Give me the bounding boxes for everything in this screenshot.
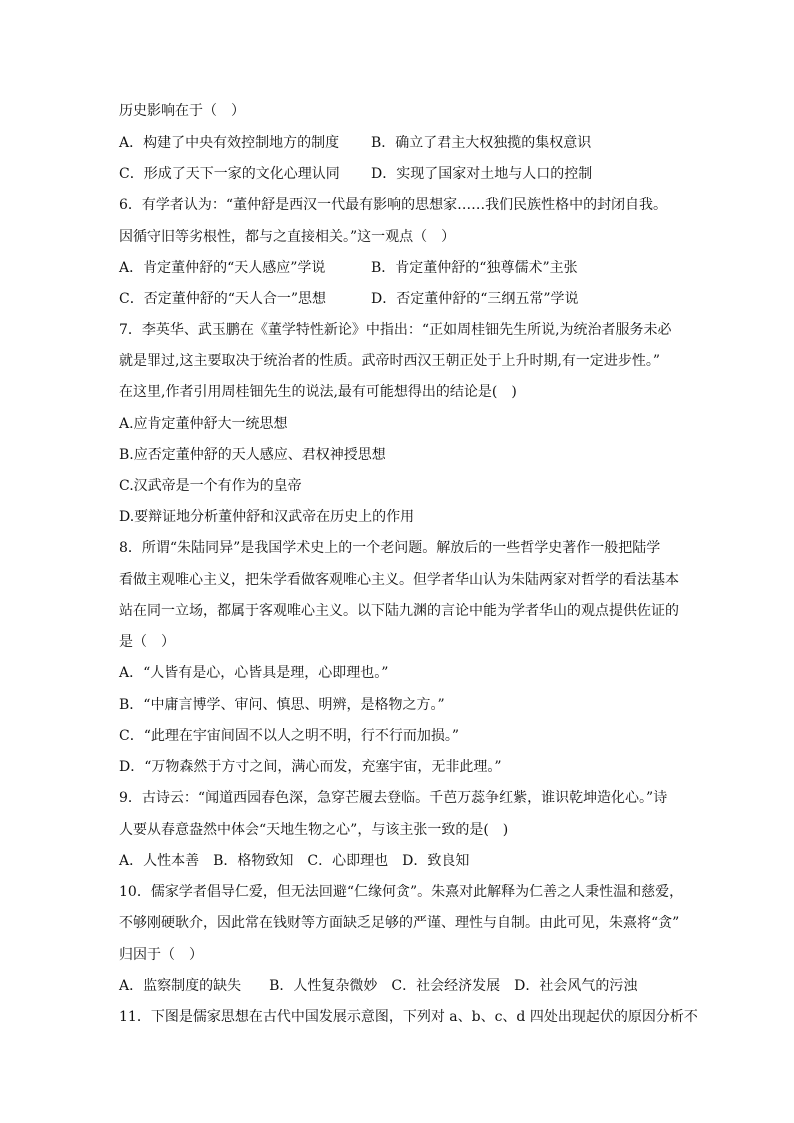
q7-option-a[interactable]: A.应肯定董仲舒大一统思想 bbox=[119, 416, 288, 432]
q6-options-row-1 bbox=[119, 258, 578, 278]
q5-options-row-1 bbox=[119, 133, 591, 153]
q7-stem-line-3: 在这里,作者引用周桂钿先生的说法,最有可能想得出的结论是( ) bbox=[119, 384, 517, 400]
q6-option-d[interactable]: D．否定董仲舒的“三纲五常”学说 bbox=[371, 291, 579, 307]
q6-options-row-2 bbox=[119, 289, 579, 309]
q9-stem-line-2: 人要从春意盎然中体会“天地生物之心”，与该主张一致的是( ) bbox=[119, 822, 509, 838]
q10-stem-line-2: 不够刚硬耿介，因此常在钱财等方面缺乏足够的严谨、理性与自制。由此可见，朱熹将“贪” bbox=[119, 915, 680, 931]
q10-options[interactable]: A．监察制度的缺失 B．人性复杂微妙 C．社会经济发展 D．社会风气的污浊 bbox=[119, 978, 638, 994]
q5-option-c[interactable]: C．形成了天下一家的文化心理认同 bbox=[119, 166, 340, 182]
q8-stem-line-1: 8．所谓“朱陆同异”是我国学术史上的一个老问题。解放后的一些哲学史著作一般把陆学 bbox=[119, 540, 661, 556]
q7-option-d[interactable]: D.要辩证地分析董仲舒和汉武帝在历史上的作用 bbox=[119, 509, 415, 525]
q7-option-c[interactable]: C.汉武帝是一个有作为的皇帝 bbox=[119, 478, 302, 494]
q8-option-a[interactable]: A．“人皆有是心，心皆具是理，心即理也。” bbox=[119, 665, 389, 681]
q8-option-d[interactable]: D．“万物森然于方寸之间，满心而发，充塞宇宙，无非此理。” bbox=[119, 759, 502, 775]
q8-stem-line-2: 看做主观唯心主义，把朱学看做客观唯心主义。但学者华山认为朱陆两家对哲学的看法基本 bbox=[119, 572, 679, 588]
q8-option-b[interactable]: B．“中庸言博学、审问、慎思、明辨，是格物之方。” bbox=[119, 697, 445, 713]
q10-stem-line-3: 归因于（ ） bbox=[119, 947, 203, 963]
q8-stem-line-4: 是（ ） bbox=[119, 634, 175, 650]
q11-stem-line-1: 11．下图是儒家思想在古代中国发展示意图，下列对 a、b、c、d 四处出现起伏的原因分析不 bbox=[119, 1009, 698, 1025]
q6-option-c[interactable]: C．否定董仲舒的“天人合一”思想 bbox=[119, 291, 327, 307]
q6-stem-line-1: 6．有学者认为：“董仲舒是西汉一代最有影响的思想家……我们民族性格中的封闭自我。 bbox=[119, 197, 668, 213]
q5-options-row-2 bbox=[119, 164, 592, 184]
q6-option-a[interactable]: A．肯定董仲舒的“天人感应”学说 bbox=[119, 260, 326, 276]
q7-stem-line-2: 就是罪过,这主要取决于统治者的性质。武帝时西汉王朝正处于上升时期,有一定进步性。” bbox=[119, 353, 661, 369]
q5-option-b[interactable]: B．确立了君主大权独揽的集权意识 bbox=[371, 135, 592, 151]
q10-stem-line-1: 10．儒家学者倡导仁爱，但无法回避“仁缘何贪”。朱熹对此解释为仁善之人秉性温和慈爱， bbox=[119, 884, 684, 900]
text-line: 历史影响在于（ ） bbox=[119, 103, 245, 119]
q6-option-b[interactable]: B．肯定董仲舒的“独尊儒术”主张 bbox=[371, 260, 578, 276]
q7-option-b[interactable]: B.应否定董仲舒的天人感应、君权神授思想 bbox=[119, 447, 386, 463]
q8-stem-line-3: 站在同一立场，都属于客观唯心主义。以下陆九渊的言论中能为学者华山的观点提供佐证的 bbox=[119, 603, 679, 619]
q7-stem-line-1: 7．李英华、武玉鹏在《董学特性新论》中指出：“正如周桂钿先生所说,为统治者服务未必 bbox=[119, 322, 672, 338]
q5-option-d[interactable]: D．实现了国家对土地与人口的控制 bbox=[371, 166, 593, 182]
q6-stem-line-2: 因循守旧等劣根性，都与之直接相关。”这一观点（ ） bbox=[119, 229, 456, 245]
q9-stem-line-1: 9．古诗云：“闻道西园春色深，急穿芒履去登临。千芭万蕊争红紫，谁识乾坤造化心。”诗 bbox=[119, 790, 668, 806]
q9-options[interactable]: A．人性本善 B．格物致知 C．心即理也 D．致良知 bbox=[119, 853, 470, 869]
q5-option-a[interactable]: A．构建了中央有效控制地方的制度 bbox=[119, 135, 340, 151]
q8-option-c[interactable]: C．“此理在宇宙间固不以人之明不明，行不行而加损。” bbox=[119, 728, 460, 744]
